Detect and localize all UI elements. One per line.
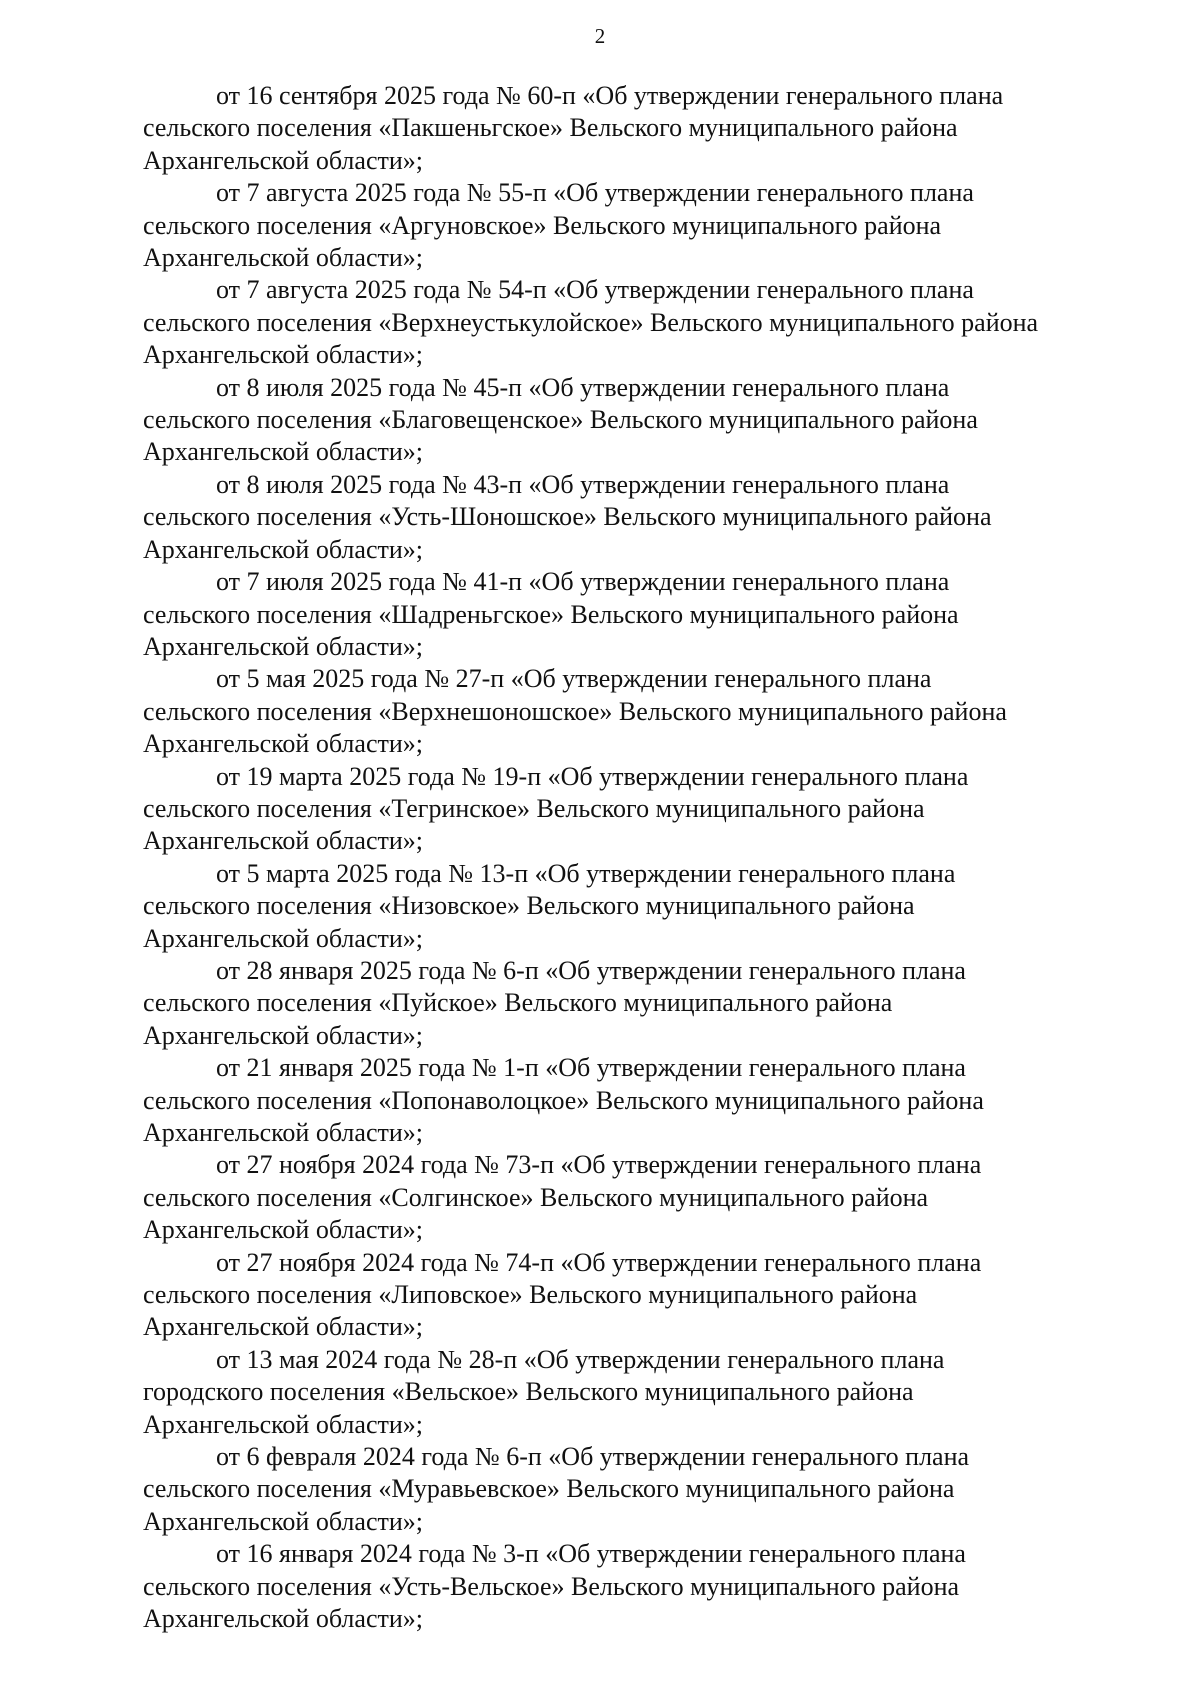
entry-line: сельского поселения «Низовское» Вельского муниципального района	[143, 891, 915, 921]
entry-line: сельского поселения «Солгинское» Вельского муниципального района	[143, 1182, 929, 1212]
entry-line: Архангельской области»;	[143, 340, 423, 370]
resolution-entry	[143, 1149, 1117, 1246]
entry-line: от 13 мая 2024 года № 28-п «Об утверждении генерального плана	[216, 1344, 945, 1374]
entry-line: сельского поселения «Пуйское» Вельского муниципального района	[143, 988, 893, 1018]
entry-line: сельского поселения «Попонаволоцкое» Вельского муниципального района	[143, 1085, 984, 1115]
resolution-entry	[143, 1538, 1117, 1635]
entry-line: от 5 мая 2025 года № 27-п «Об утверждении генерального плана	[216, 664, 932, 694]
resolution-entry	[143, 80, 1117, 177]
resolution-entry	[143, 1344, 1117, 1441]
entry-line: Архангельской области»;	[143, 826, 423, 856]
resolution-entry	[143, 372, 1117, 469]
entry-line: от 27 ноября 2024 года № 73-п «Об утверждении генерального плана	[216, 1150, 982, 1180]
entry-line: от 8 июля 2025 года № 43-п «Об утверждении генерального плана	[216, 469, 950, 499]
entry-line: Архангельской области»;	[143, 1215, 423, 1245]
entry-line: сельского поселения «Шадреньгское» Вельского муниципального района	[143, 599, 959, 629]
resolution-entry	[143, 955, 1117, 1052]
entry-line: Архангельской области»;	[143, 437, 423, 467]
entry-line: Архангельской области»;	[143, 243, 423, 273]
entry-line: Архангельской области»;	[143, 1409, 423, 1439]
entry-line: сельского поселения «Муравьевское» Вельского муниципального района	[143, 1474, 955, 1504]
entry-line: Архангельской области»;	[143, 534, 423, 564]
resolution-entry	[143, 1247, 1117, 1344]
entry-line: от 8 июля 2025 года № 45-п «Об утверждении генерального плана	[216, 372, 950, 402]
entry-line: Архангельской области»;	[143, 1604, 423, 1634]
entry-line: от 7 августа 2025 года № 55-п «Об утверждении генерального плана	[216, 178, 974, 208]
entry-line: от 16 января 2024 года № 3-п «Об утверждении генерального плана	[216, 1539, 966, 1569]
entry-line: от 28 января 2025 года № 6-п «Об утверждении генерального плана	[216, 955, 966, 985]
entry-line: городского поселения «Вельское» Вельского муниципального района	[143, 1377, 914, 1407]
resolution-entry	[143, 274, 1117, 371]
entry-line: Архангельской области»;	[143, 1506, 423, 1536]
entry-line: от 5 марта 2025 года № 13-п «Об утверждении генерального плана	[216, 858, 956, 888]
entry-line: от 27 ноября 2024 года № 74-п «Об утверждении генерального плана	[216, 1247, 982, 1277]
entry-line: сельского поселения «Усть-Вельское» Вельского муниципального района	[143, 1571, 960, 1601]
entry-line: от 16 сентября 2025 года № 60-п «Об утверждении генерального плана	[216, 81, 1004, 110]
entry-line: от 19 марта 2025 года № 19-п «Об утверждении генерального плана	[216, 761, 969, 791]
resolution-entry	[143, 858, 1117, 955]
resolution-entry	[143, 1052, 1117, 1149]
page-number: 2	[594, 24, 606, 48]
entry-line: Архангельской области»;	[143, 923, 423, 953]
resolution-entry	[143, 469, 1117, 566]
entry-line: сельского поселения «Благовещенское» Вельского муниципального района	[143, 405, 978, 435]
resolution-entry	[143, 177, 1117, 274]
entry-line: Архангельской области»;	[143, 729, 423, 759]
entry-line: Архангельской области»;	[143, 145, 423, 175]
entry-line: Архангельской области»;	[143, 1312, 423, 1342]
entry-line: сельского поселения «Тегринское» Вельского муниципального района	[143, 793, 925, 823]
entry-line: сельского поселения «Верхнешоношское» Вельского муниципального района	[143, 696, 1007, 726]
entry-line: от 6 февраля 2024 года № 6-п «Об утверждении генерального плана	[216, 1442, 970, 1472]
entry-line: от 7 августа 2025 года № 54-п «Об утверждении генерального плана	[216, 275, 974, 305]
entry-line: сельского поселения «Аргуновское» Вельского муниципального района	[143, 210, 942, 240]
entry-line: Архангельской области»;	[143, 1118, 423, 1147]
entry-line: сельского поселения «Липовское» Вельского муниципального района	[143, 1280, 918, 1310]
entry-line: сельского поселения «Усть-Шоношское» Вельского муниципального района	[143, 502, 992, 532]
entry-line: Архангельской области»;	[143, 1020, 423, 1050]
entry-line: сельского поселения «Верхнеустькулойское» Вельского муниципального района	[143, 307, 1039, 337]
resolution-entry	[143, 566, 1117, 663]
resolution-list	[143, 80, 1117, 1636]
resolution-entry	[143, 1441, 1117, 1538]
entry-line: Архангельской области»;	[143, 631, 423, 661]
resolution-entry	[143, 761, 1117, 858]
resolution-entry	[143, 663, 1117, 760]
entry-line: сельского поселения «Пакшеньгское» Вельского муниципального района	[143, 113, 958, 143]
entry-line: от 21 января 2025 года № 1-п «Об утверждении генерального плана	[216, 1053, 966, 1083]
entry-line: от 7 июля 2025 года № 41-п «Об утверждении генерального плана	[216, 567, 950, 597]
